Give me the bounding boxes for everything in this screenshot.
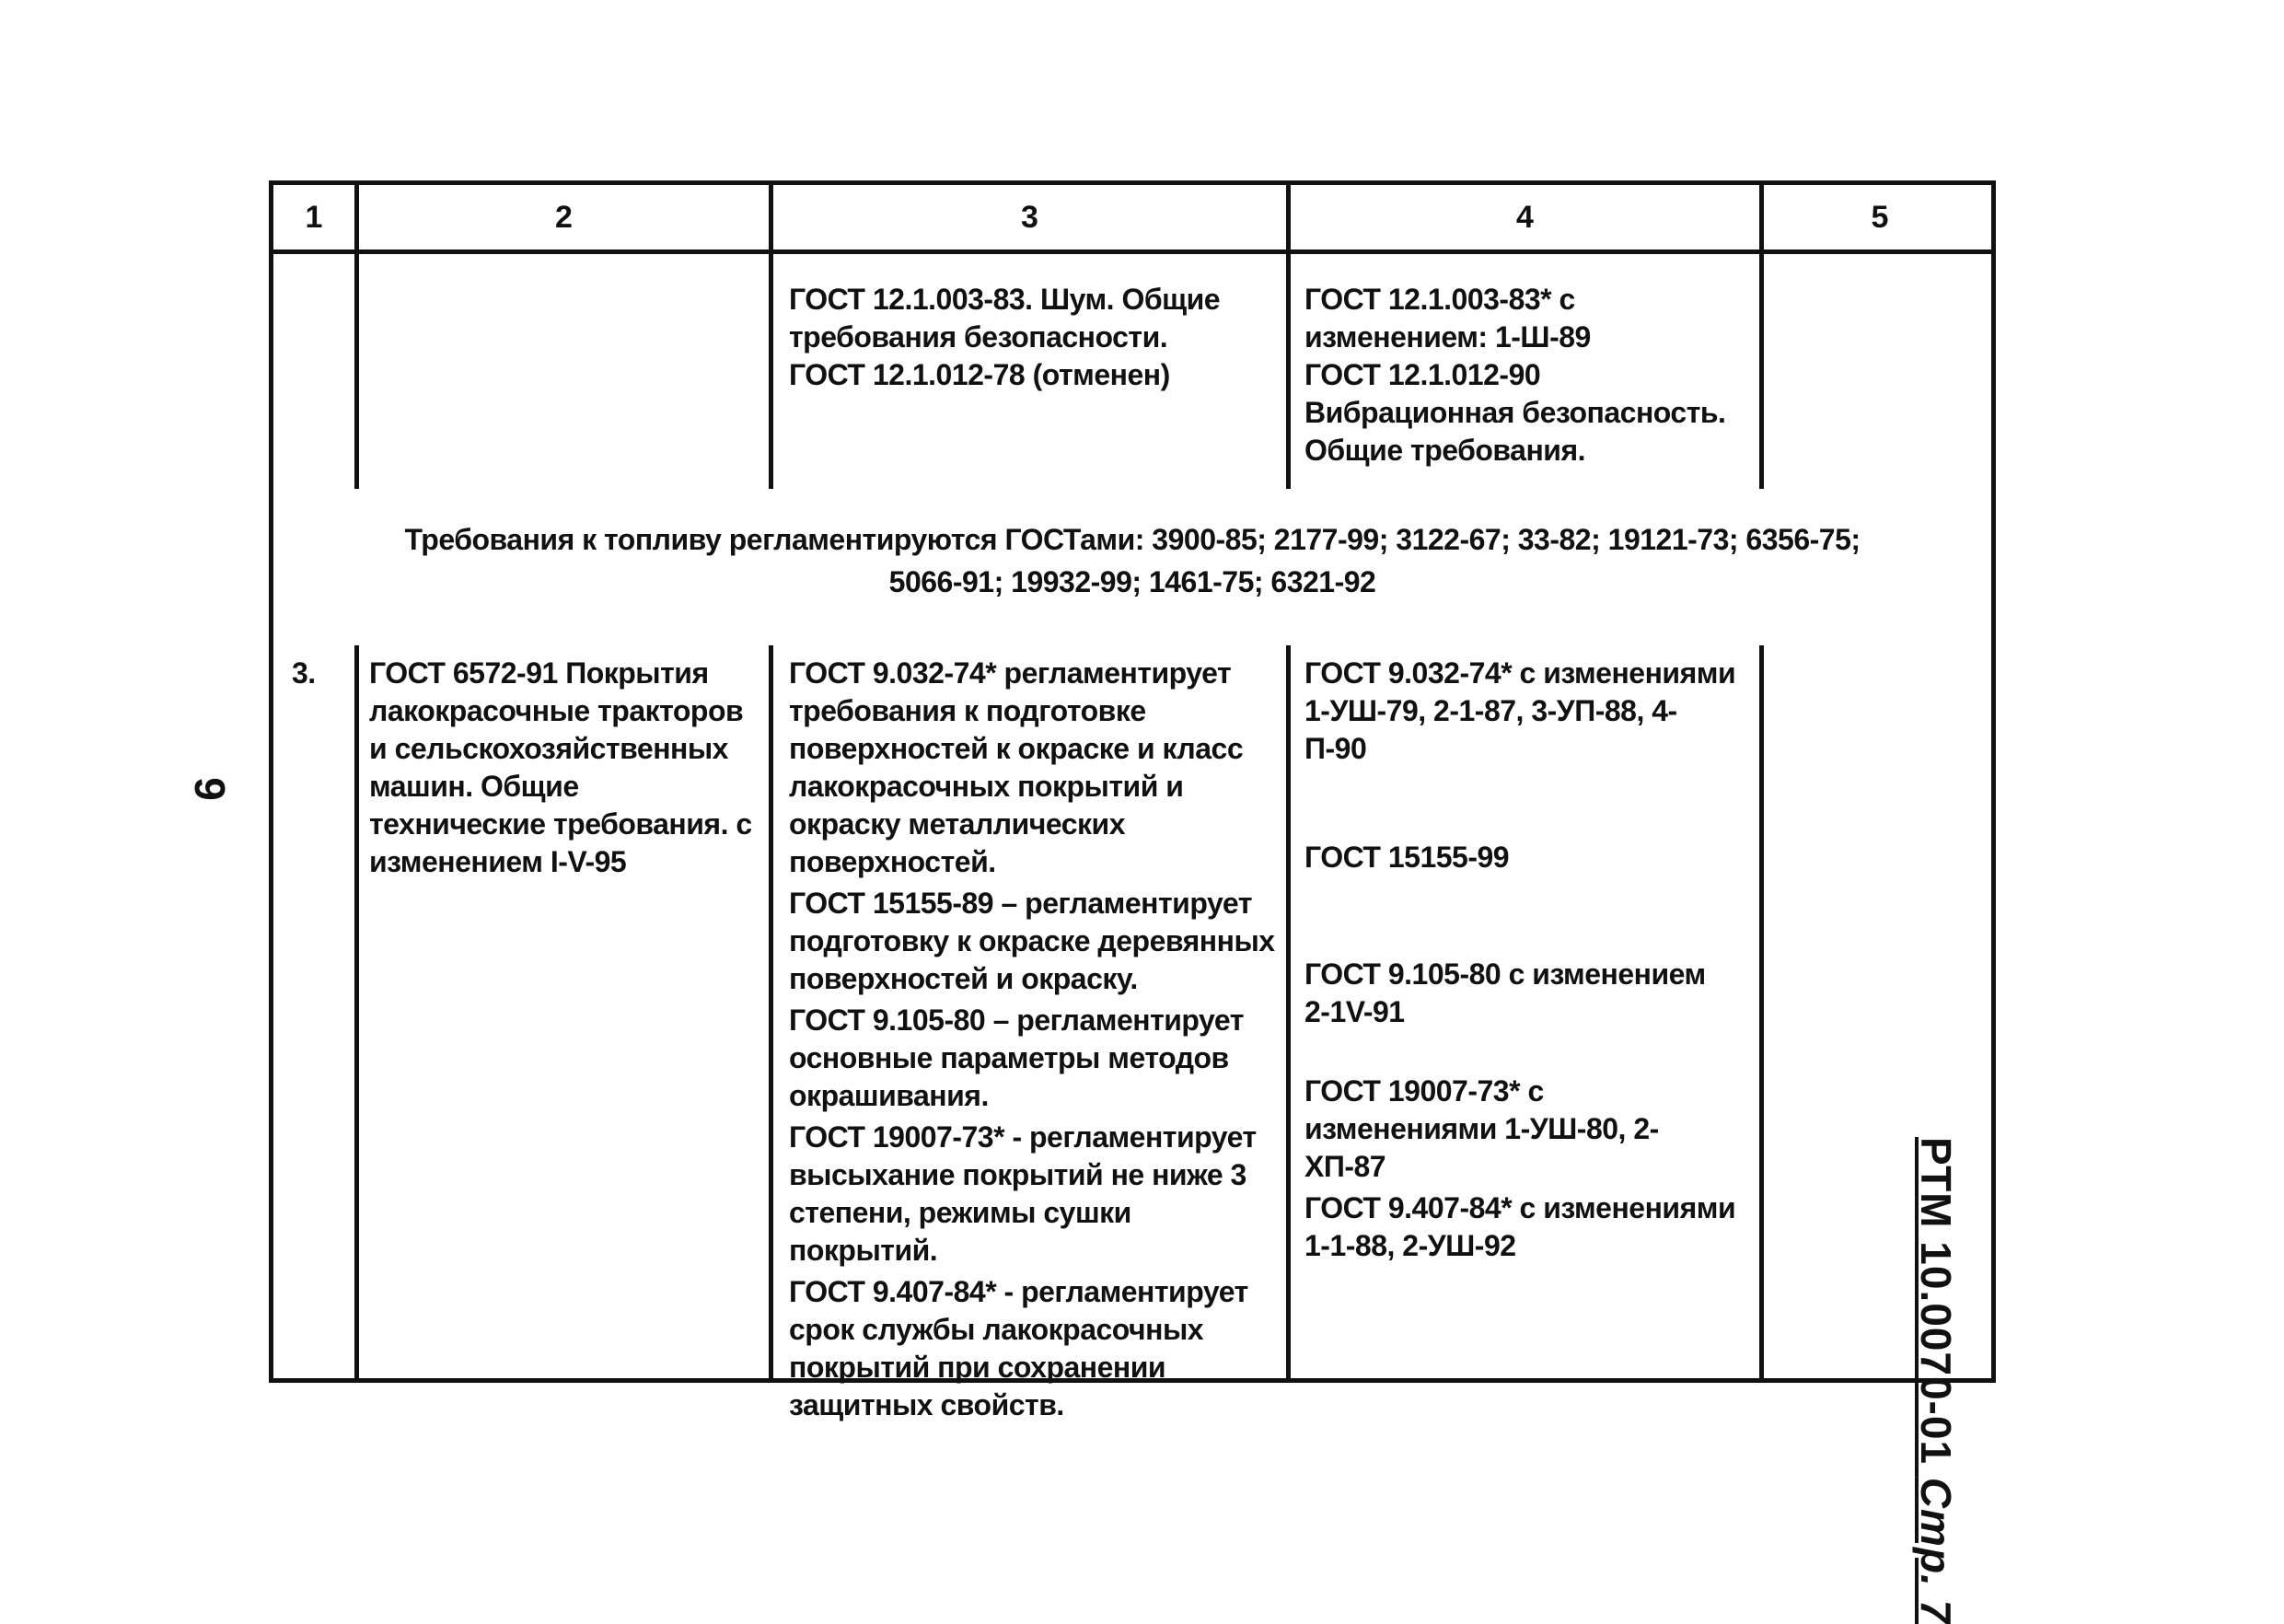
page-label: Стр. 7 <box>1912 1477 1960 1624</box>
standard-entry: ГОСТ 15155-99 <box>1304 841 1510 874</box>
row3-col2: ГОСТ 6572-91 Покрытия лакокрасочные тракторов и сельскохозяйственных машин. Общие технические требования. с изменением I-V-95 <box>369 656 752 878</box>
header-col-3: 3 <box>1021 199 1038 235</box>
standard-entry: ГОСТ 15155-89 – регламентирует подготовку к окраске деревянных поверхностей и окраску. <box>789 887 1275 995</box>
row-number: 3. <box>292 656 316 690</box>
header-col-1: 1 <box>305 199 323 235</box>
top-row-col4 <box>1304 281 1746 470</box>
standards-table <box>269 180 1996 1421</box>
col-divider <box>1286 645 1291 1382</box>
standard-entry: ГОСТ 9.407-84* с изменениями 1-1-88, 2-УШ-92 <box>1304 1191 1736 1262</box>
col-divider <box>354 645 359 1382</box>
col-divider <box>769 645 773 1382</box>
document-code <box>1906 1137 1961 1624</box>
standard-entry: ГОСТ 12.1.012-78 (отменен) <box>789 358 1170 391</box>
header-divider <box>273 249 1991 254</box>
standard-entry: ГОСТ 9.105-80 – регламентирует основные параметры методов окрашивания. <box>789 1003 1244 1112</box>
col-divider <box>1759 645 1764 1382</box>
fuel-requirements-note: Требования к топливу регламентируются ГОСТами: 3900-85; 2177-99; 3122-67; 33-82; 19121-73; 6356-75; 5066-91; 19932-99; 1461-75; 6321-92 <box>404 523 1861 598</box>
document-number: РТМ 10.0070-01 <box>1912 1137 1960 1466</box>
header-col-2: 2 <box>555 199 573 235</box>
standard-entry: ГОСТ 9.032-74* с изменениями 1-УШ-79, 2-1-87, 3-УП-88, 4-П-90 <box>1304 656 1736 765</box>
standard-entry: ГОСТ 9.032-74* регламентирует требования к подготовке поверхностей к окраске и класс лакокрасочных покрытий и окраску металлических поверхностей. <box>789 656 1244 878</box>
header-col-5: 5 <box>1871 199 1889 235</box>
standard-entry: ГОСТ 9.105-80 с изменением 2-1V-91 <box>1304 957 1706 1028</box>
page-number: 9 <box>185 777 234 801</box>
standard-entry: ГОСТ 12.1.012-90 Вибрационная безопасность. Общие требования. <box>1304 358 1726 467</box>
standard-entry: ГОСТ 12.1.003-83* с изменением: 1-Ш-89 <box>1304 283 1591 354</box>
standard-entry: ГОСТ 12.1.003-83. Шум. Общие требования безопасности. <box>789 283 1221 354</box>
row3-col4 <box>1304 655 1737 1265</box>
header-col-4: 4 <box>1516 199 1534 235</box>
standard-entry: ГОСТ 19007-73* - регламентирует высыхание покрытий не ниже 3 степени, режимы сушки покрытий. <box>789 1120 1257 1267</box>
top-row-col3 <box>789 281 1272 394</box>
standard-entry: ГОСТ 9.407-84* - регламентирует срок службы лакокрасочных покрытий при сохранении защитных свойств. <box>789 1275 1248 1421</box>
standard-entry: ГОСТ 19007-73* с изменениями 1-УШ-80, 2-ХП-87 <box>1304 1074 1659 1183</box>
row3-col3 <box>789 655 1277 1428</box>
